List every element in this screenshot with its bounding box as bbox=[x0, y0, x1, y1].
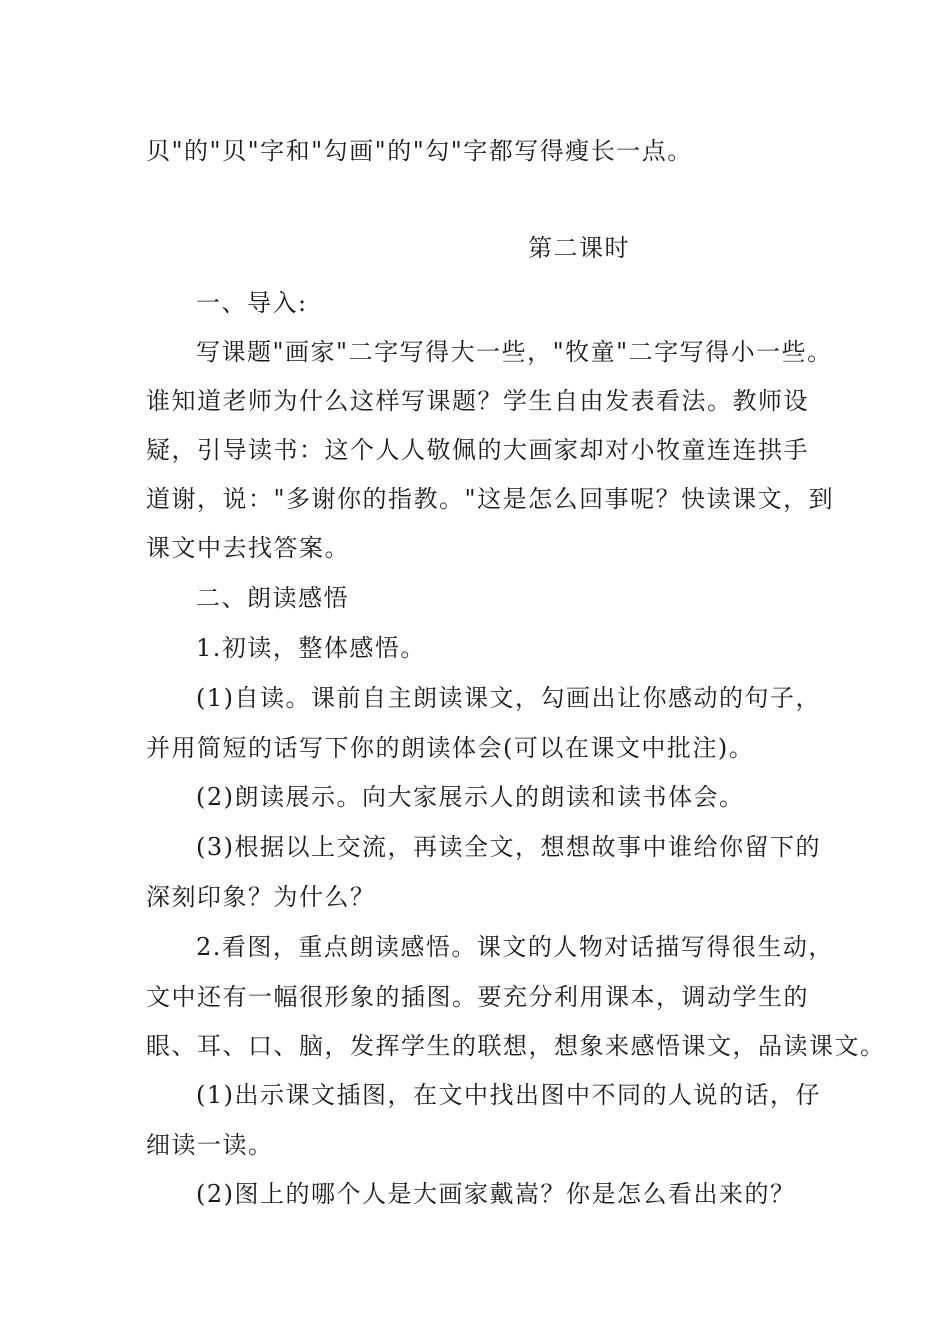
paragraph-line: (1)出示课文插图，在文中找出图中不同的人说的话，仔 bbox=[196, 1081, 821, 1109]
paragraph-line: 并用简短的话写下你的朗读体会(可以在课文中批注)。 bbox=[146, 734, 755, 762]
paragraph-line: 1.初读，整体感悟。 bbox=[196, 634, 426, 662]
paragraph-line: 道谢，说："多谢你的指教。"这是怎么回事呢？快读课文，到 bbox=[146, 485, 835, 513]
paragraph-line: 文中还有一幅很形象的插图。要充分利用课本，调动学生的 bbox=[146, 983, 809, 1011]
paragraph-line: 写课题"画家"二字写得大一些，"牧童"二字写得小一些。 bbox=[196, 338, 833, 366]
section-heading-reading: 二、朗读感悟 bbox=[196, 584, 349, 612]
paragraph-line: 眼、耳、口、脑，发挥学生的联想，想象来感悟课文，品读课文。 bbox=[146, 1032, 886, 1060]
lesson-heading: 第二课时 bbox=[528, 234, 630, 262]
paragraph-line: 疑，引导读书：这个人人敬佩的大画家却对小牧童连连拱手 bbox=[146, 436, 809, 464]
paragraph-line: (3)根据以上交流，再读全文，想想故事中谁给你留下的 bbox=[196, 833, 821, 861]
section-heading-intro: 一、导入: bbox=[196, 289, 308, 317]
paragraph-line-continuation: 贝"的"贝"字和"勾画"的"勾"字都写得瘦长一点。 bbox=[146, 137, 693, 165]
paragraph-line: (1)自读。课前自主朗读课文，勾画出让你感动的句子， bbox=[196, 684, 821, 712]
paragraph-line: 深刻印象？为什么？ bbox=[146, 883, 376, 911]
paragraph-line: 谁知道老师为什么这样写课题？学生自由发表看法。教师设 bbox=[146, 387, 809, 415]
paragraph-line: 课文中去找答案。 bbox=[146, 534, 350, 562]
paragraph-line: (2)朗读展示。向大家展示人的朗读和读书体会。 bbox=[196, 783, 745, 811]
paragraph-line: 细读一读。 bbox=[146, 1131, 274, 1159]
paragraph-line: (2)图上的哪个人是大画家戴嵩？你是怎么看出来的？ bbox=[196, 1180, 796, 1208]
paragraph-line: 2.看图，重点朗读感悟。课文的人物对话描写得很生动， bbox=[196, 933, 834, 961]
